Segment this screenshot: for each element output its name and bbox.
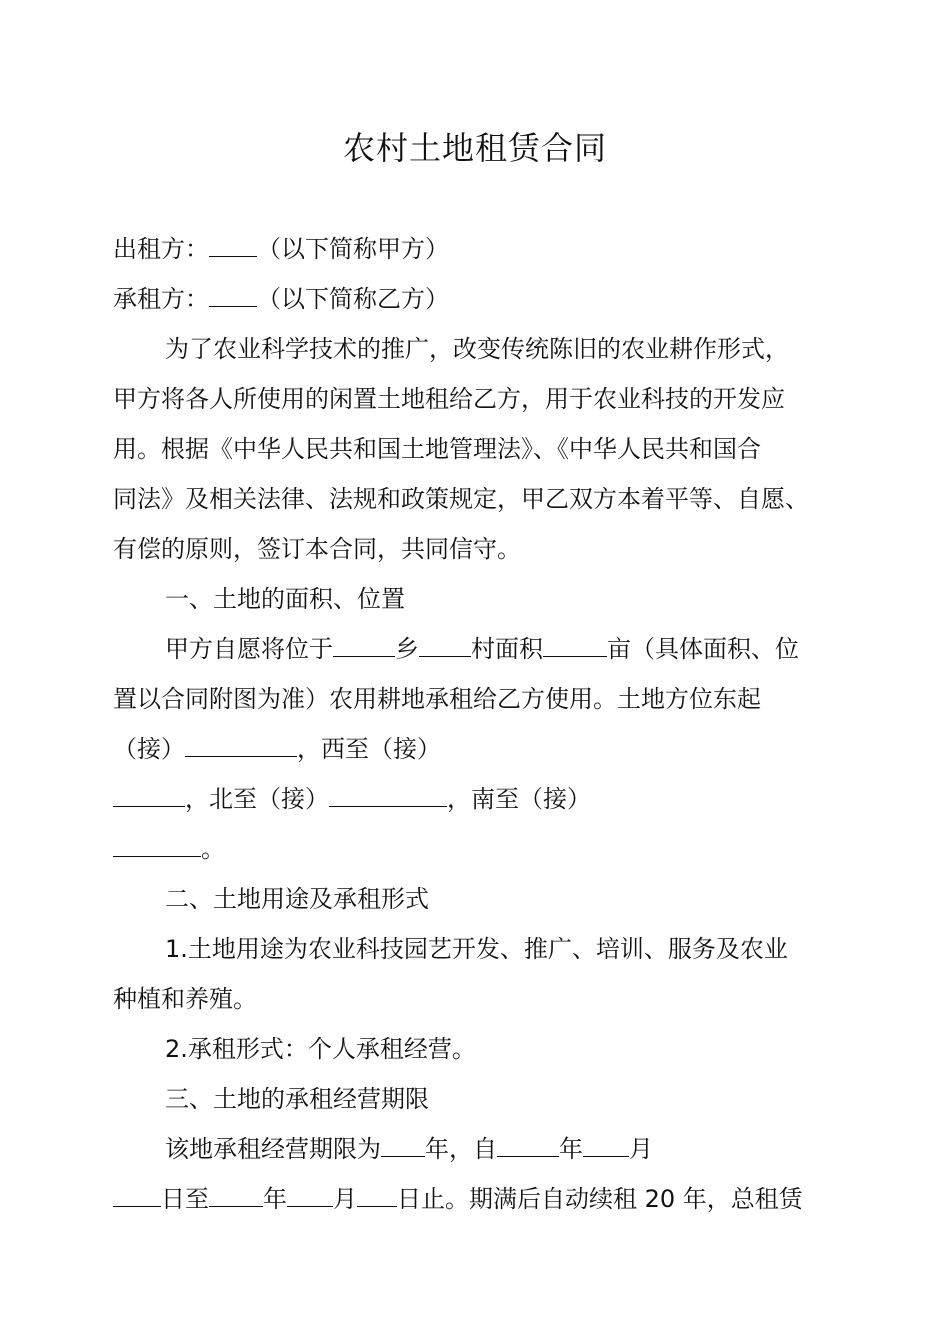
section-1-line-2: 置以合同附图为准）农用耕地承租给乙方使用。土地方位东起	[113, 685, 761, 713]
section-1-line-1	[165, 632, 799, 666]
term-years-blank	[381, 1134, 425, 1157]
start-year-blank	[497, 1134, 559, 1157]
s1-text: （接）	[113, 735, 185, 763]
s1-text: ，北至（接）	[185, 785, 329, 813]
s3-text: 该地承租经营期限为	[165, 1135, 381, 1163]
party-a-line	[113, 232, 449, 266]
end-year-blank	[209, 1184, 263, 1207]
west-blank	[113, 784, 185, 807]
party-a-blank	[209, 234, 257, 257]
s3-text: 年	[559, 1135, 583, 1163]
s1-text: 村面积	[471, 635, 543, 663]
s3-text: 年，自	[425, 1135, 497, 1163]
section-1-heading: 一、土地的面积、位置	[165, 585, 405, 613]
section-2-heading: 二、土地用途及承租形式	[165, 885, 429, 913]
s3-text: 年	[263, 1185, 287, 1213]
document-title: 农村土地租赁合同	[342, 129, 607, 167]
s3-text: 日至	[161, 1185, 209, 1213]
section-1-line-3	[113, 732, 441, 766]
start-month-blank	[583, 1134, 629, 1157]
preamble-line-1: 为了农业科学技术的推广，改变传统陈旧的农业耕作形式，	[165, 335, 789, 363]
start-day-blank	[113, 1184, 161, 1207]
s1-text: 。	[201, 835, 225, 863]
s3-text: 月	[333, 1185, 357, 1213]
s3-text: 月	[629, 1135, 653, 1163]
preamble-line-3: 用。根据《中华人民共和国土地管理法》、《中华人民共和国合	[113, 435, 761, 463]
preamble-line-4: 同法》及相关法律、法规和政策规定，甲乙双方本着平等、自愿、	[113, 485, 809, 513]
section-2-item-1-line-1: 1.土地用途为农业科技园艺开发、推广、培训、服务及农业	[165, 935, 788, 963]
south-blank	[113, 834, 201, 857]
section-1-line-5	[113, 832, 225, 866]
township-blank	[333, 634, 395, 657]
party-b-blank	[209, 284, 257, 307]
preamble-line-2: 甲方将各人所使用的闲置土地租给乙方，用于农业科技的开发应	[113, 385, 785, 413]
preamble-line-5: 有偿的原则，签订本合同，共同信守。	[113, 535, 521, 563]
section-1-line-4	[113, 782, 591, 816]
s1-text: ，西至（接）	[297, 735, 441, 763]
section-3-line-1	[165, 1132, 653, 1166]
area-blank	[543, 634, 607, 657]
s1-text: ，南至（接）	[447, 785, 591, 813]
section-3-heading: 三、土地的承租经营期限	[165, 1085, 429, 1113]
east-blank	[185, 734, 297, 757]
s1-text: 亩（具体面积、位	[607, 635, 799, 663]
party-b-line	[113, 282, 449, 316]
end-day-blank	[357, 1184, 397, 1207]
s1-text: 甲方自愿将位于	[165, 635, 333, 663]
s1-text: 乡	[395, 635, 419, 663]
party-a-label: 出租方：	[113, 235, 209, 263]
party-b-suffix: （以下简称乙方）	[257, 285, 449, 313]
section-2-item-2: 2.承租形式：个人承租经营。	[165, 1035, 476, 1063]
party-b-label: 承租方：	[113, 285, 209, 313]
village-blank	[419, 634, 471, 657]
party-a-suffix: （以下简称甲方）	[257, 235, 449, 263]
section-2-item-1-line-2: 种植和养殖。	[113, 985, 257, 1013]
end-month-blank	[287, 1184, 333, 1207]
s3-text: 日止。期满后自动续租 20 年，总租赁	[397, 1185, 803, 1213]
north-blank	[329, 784, 447, 807]
section-3-line-2	[113, 1182, 803, 1216]
